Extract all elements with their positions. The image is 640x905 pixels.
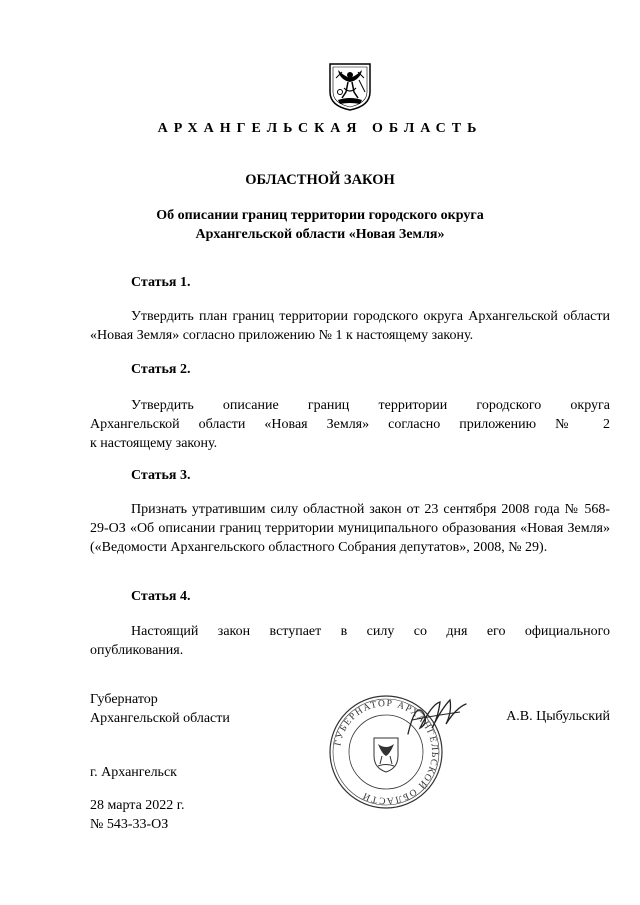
law-title-line-2: Архангельской области «Новая Земля» (195, 227, 445, 242)
article-3-heading: Статья 3. (131, 468, 191, 483)
article-2-line-2: Архангельской области «Новая Земля» согласно приложению № 2 (90, 417, 610, 432)
handwritten-signature (402, 694, 472, 742)
article-4-line-1: Настоящий закон вступает в силу со дня его официального (131, 624, 610, 639)
article-4-heading: Статья 4. (131, 589, 191, 604)
article-2-heading: Статья 2. (131, 362, 191, 377)
article-1-text: Утвердить план границ территории городского округа Архангельской области «Новая Земля» согласно приложению № 1 к настоящему закону. (90, 309, 610, 343)
law-number: № 543-33-ОЗ (90, 817, 169, 832)
signatory-name: А.В. Цыбульский (506, 709, 610, 724)
governor-position-line-2: Архангельской области (90, 711, 230, 726)
article-1-heading: Статья 1. (131, 275, 191, 290)
law-title (100, 206, 540, 244)
article-2-line-1: Утвердить описание границ территории городского округа (131, 398, 610, 413)
law-type-heading: ОБЛАСТНОЙ ЗАКОН (245, 172, 395, 188)
seal-text: ГУБЕРНАТОР АРХАНГЕЛЬСКОЙ ОБЛАСТИ (333, 698, 440, 806)
article-4-line-2: опубликования. (90, 643, 184, 658)
law-title-line-1: Об описании границ территории городского округа (156, 208, 484, 223)
city: г. Архангельск (90, 765, 177, 780)
article-3-text: Признать утратившим силу областной закон от 23 сентября 2008 года № 568-29-ОЗ «Об описании границ территории муниципального образования «Новая Земля» («Ведомости Архангельского областного Собрания депутатов», 2008, № 29). (90, 502, 610, 555)
coat-of-arms-icon (328, 62, 372, 112)
signing-date: 28 марта 2022 г. (90, 798, 185, 813)
region-title: АРХАНГЕЛЬСКАЯ ОБЛАСТЬ (157, 121, 483, 136)
article-2-line-3: к настоящему закону. (90, 436, 218, 451)
governor-position-line-1: Губернатор (90, 692, 158, 707)
